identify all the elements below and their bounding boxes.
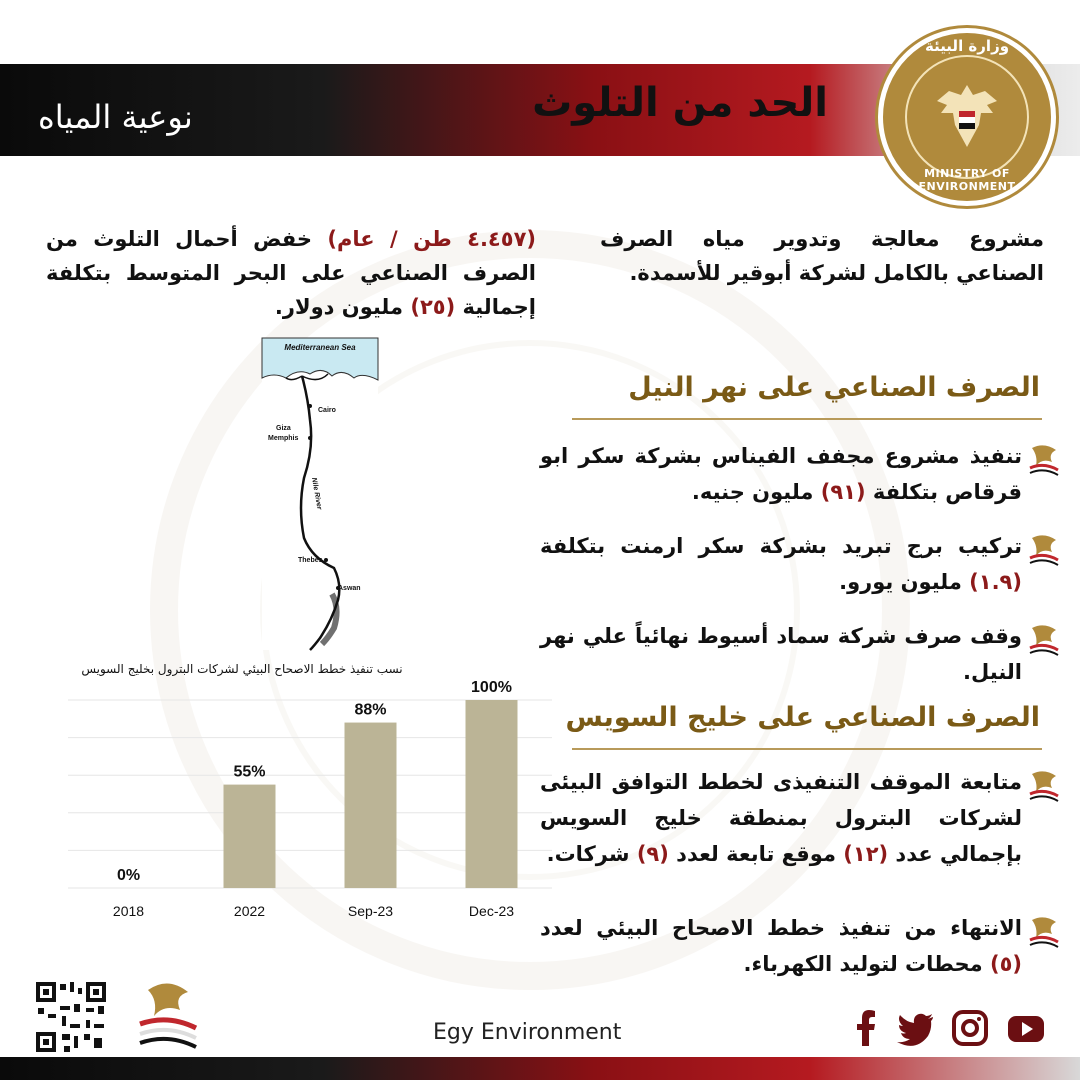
- ministry-logo: [878, 28, 1056, 206]
- intro-right-paragraph: مشروع معالجة وتدوير مياه الصرف الصناعي بالكامل لشركة أبوقير للأسمدة.: [600, 227, 1044, 285]
- chart-bar: [345, 723, 397, 888]
- bullet-text: تنفيذ مشروع مجفف الفيناس بشركة سكر ابو قرقاص بتكلفة: [540, 444, 1022, 504]
- list-item: [540, 528, 1060, 600]
- hakaya-bullet-icon: [1028, 622, 1060, 656]
- intro-left-paragraph: [46, 222, 536, 324]
- hakaya-bullet-icon: [1028, 914, 1060, 948]
- bullet-number: (٥): [989, 952, 1022, 976]
- bullet-text-end: مليون جنيه.: [691, 480, 821, 504]
- chart-caption: نسب تنفيذ خطط الاصحاح البيئي لشركات البترول بخليج السويس: [81, 662, 403, 676]
- youtube-icon[interactable]: [1006, 1008, 1046, 1048]
- bullet-number: (١.٩): [969, 570, 1022, 594]
- intro-cost: (٢٥): [410, 295, 456, 319]
- bullet-number: (٩١): [820, 480, 866, 504]
- hakaya-logo-icon: [134, 976, 200, 1052]
- bullet-text-mid: موقع تابعة لعدد: [668, 842, 844, 866]
- logo-text-en: MINISTRY OF ENVIRONMENT: [918, 167, 1016, 193]
- map-label-aswan: Aswan: [338, 585, 361, 592]
- map-label-memphis: Memphis: [268, 435, 299, 442]
- heading-underline: [572, 418, 1042, 420]
- bullet-number: (١٢): [843, 842, 889, 866]
- map-label-giza: Giza: [276, 425, 291, 432]
- page-title: الحد من التلوث: [532, 80, 828, 126]
- bullet-text: متابعة الموقف التنفيذى لخطط التوافق البيئى لشركات البترول بمنطقة خليج السويس بإجمالي عدد: [540, 770, 1022, 866]
- nile-map: [262, 338, 378, 650]
- progress-bar-chart: [40, 679, 560, 928]
- chart-category-label: Dec-23: [468, 903, 515, 919]
- map-label-thebes: Thebes: [298, 557, 323, 564]
- page-subtitle: نوعية المياه: [38, 98, 193, 136]
- hakaya-bullet-icon: [1028, 532, 1060, 566]
- qr-code[interactable]: [34, 980, 108, 1054]
- city-dot-memphis: [308, 436, 312, 440]
- hakaya-bullet-icon: [1028, 442, 1060, 476]
- footer-brand: Egy Environment: [433, 1020, 622, 1045]
- list-item: [540, 764, 1060, 872]
- eagle-emblem-icon: [905, 55, 1029, 179]
- chart-value-label: 55%: [233, 763, 266, 781]
- city-dot-cairo: [308, 404, 312, 408]
- map-label-cairo: Cairo: [318, 407, 336, 414]
- logo-text-ar: وزارة البيئة: [924, 37, 1010, 55]
- bullet-text-end: محطات لتوليد الكهرباء.: [743, 952, 990, 976]
- map-label-nile-river: Nile River: [310, 477, 323, 511]
- bullet-text-end: مليون يورو.: [839, 570, 970, 594]
- bullet-text-end: شركات.: [546, 842, 637, 866]
- intro-highlight: (٤.٤٥٧ طن / عام): [327, 227, 536, 251]
- chart-bar: [466, 700, 518, 888]
- section-heading-suez: الصرف الصناعي على خليج السويس: [565, 702, 1040, 733]
- chart-value-label: 100%: [471, 679, 512, 696]
- chart-category-label: 2018: [112, 903, 145, 919]
- chart-bar: [224, 785, 276, 888]
- instagram-icon[interactable]: [950, 1008, 990, 1048]
- intro-text-1: خفض أحمال التلوث من الصرف الصناعي على البحر المتوسط بتكلفة إجمالية: [46, 227, 536, 319]
- hakaya-bullet-icon: [1028, 768, 1060, 802]
- chart-category-label: Sep-23: [347, 903, 394, 919]
- heading-underline: [572, 748, 1042, 750]
- map-label-sea: Mediterranean Sea: [284, 343, 356, 352]
- bullet-text: وقف صرف شركة سماد أسيوط نهائياً علي نهر النيل.: [540, 624, 1022, 684]
- city-dot-thebes: [324, 558, 328, 562]
- chart-category-label: 2022: [233, 903, 266, 919]
- footer-banner: [0, 1057, 1080, 1080]
- bullet-text: تركيب برج تبريد بشركة سكر ارمنت بتكلفة: [540, 534, 1022, 558]
- list-item: [540, 438, 1060, 510]
- list-item: [540, 618, 1060, 690]
- bullet-number-2: (٩): [636, 842, 669, 866]
- facebook-icon[interactable]: [846, 1008, 886, 1048]
- chart-value-label: 0%: [116, 867, 141, 884]
- chart-value-label: 88%: [354, 701, 387, 719]
- bullet-text: الانتهاء من تنفيذ خطط الاصحاح البيئي لعدد: [540, 916, 1022, 940]
- twitter-icon[interactable]: [896, 1008, 936, 1048]
- intro-text-2: مليون دولار.: [274, 295, 411, 319]
- list-item: [540, 910, 1060, 982]
- section-heading-nile: الصرف الصناعي على نهر النيل: [628, 372, 1040, 403]
